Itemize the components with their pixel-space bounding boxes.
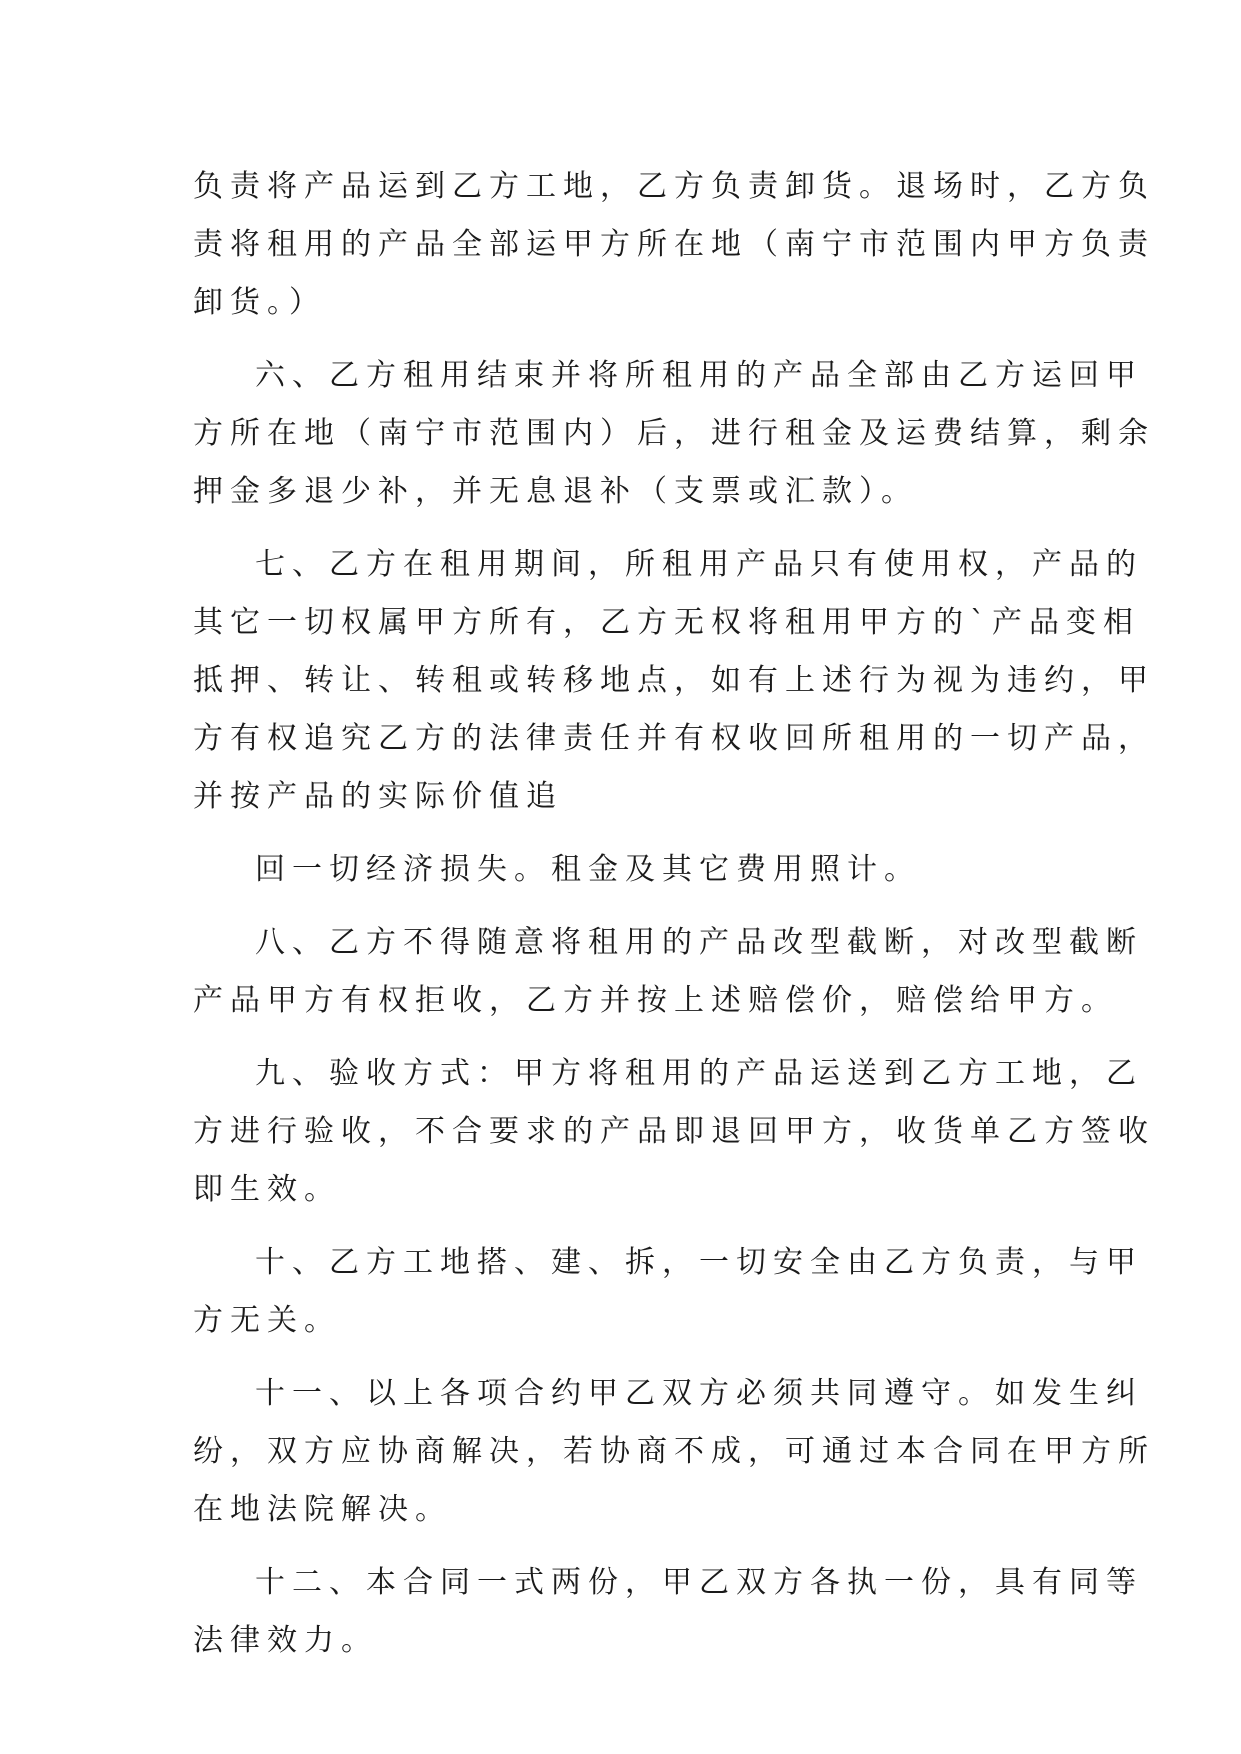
text-line: 法律效力。 [193,1623,378,1658]
clause-12-first-line: 十二、本合同一式两份，甲乙双方各执一份，具有同等 [255,1565,1143,1600]
clause-11-first-line: 十一、以上各项合约甲乙双方必须共同遵守。如发生纠 [255,1376,1143,1411]
text-line: 其它一切权属甲方所有，乙方无权将租用甲方的`产品变相 [193,605,1140,640]
text-line: 抵押、转让、转租或转移地点，如有上述行为视为违约，甲 [193,663,1155,698]
text-line: 方所在地（南宁市范围内）后，进行租金及运费结算，剩余 [193,416,1155,451]
clause-7-first-line: 七、乙方在租用期间，所租用产品只有使用权，产品的 [255,547,1143,582]
text-line: 卸货。） [193,285,326,320]
text-line: 责将租用的产品全部运甲方所在地（南宁市范围内甲方负责 [193,227,1155,262]
text-line: 即生效。 [193,1172,341,1207]
clause-8-first-line: 八、乙方不得随意将租用的产品改型截断，对改型截断 [255,925,1143,960]
contract-body [193,158,1155,1670]
text-line: 产品甲方有权拒收，乙方并按上述赔偿价，赔偿给甲方。 [193,983,1118,1018]
text-line: 方进行验收，不合要求的产品即退回甲方，收货单乙方签收 [193,1114,1155,1149]
text-line: 在地法院解决。 [193,1492,452,1527]
text-line: 方无关。 [193,1303,341,1338]
text-line: 并按产品的实际价值追 [193,779,563,814]
clause-10-first-line: 十、乙方工地搭、建、拆，一切安全由乙方负责，与甲 [255,1245,1143,1280]
text-line: 方有权追究乙方的法律责任并有权收回所租用的一切产品， [193,721,1155,756]
clause-9-first-line: 九、验收方式：甲方将租用的产品运送到乙方工地，乙 [255,1056,1143,1091]
clause-7-continuation: 回一切经济损失。租金及其它费用照计。 [255,852,921,887]
text-line: 负责将产品运到乙方工地，乙方负责卸货。退场时，乙方负 [193,169,1155,204]
text-line: 纷，双方应协商解决，若协商不成，可通过本合同在甲方所 [193,1434,1155,1469]
clause-6-first-line: 六、乙方租用结束并将所租用的产品全部由乙方运回甲 [255,358,1143,393]
text-line: 押金多退少补，并无息退补（支票或汇款）。 [193,474,918,509]
